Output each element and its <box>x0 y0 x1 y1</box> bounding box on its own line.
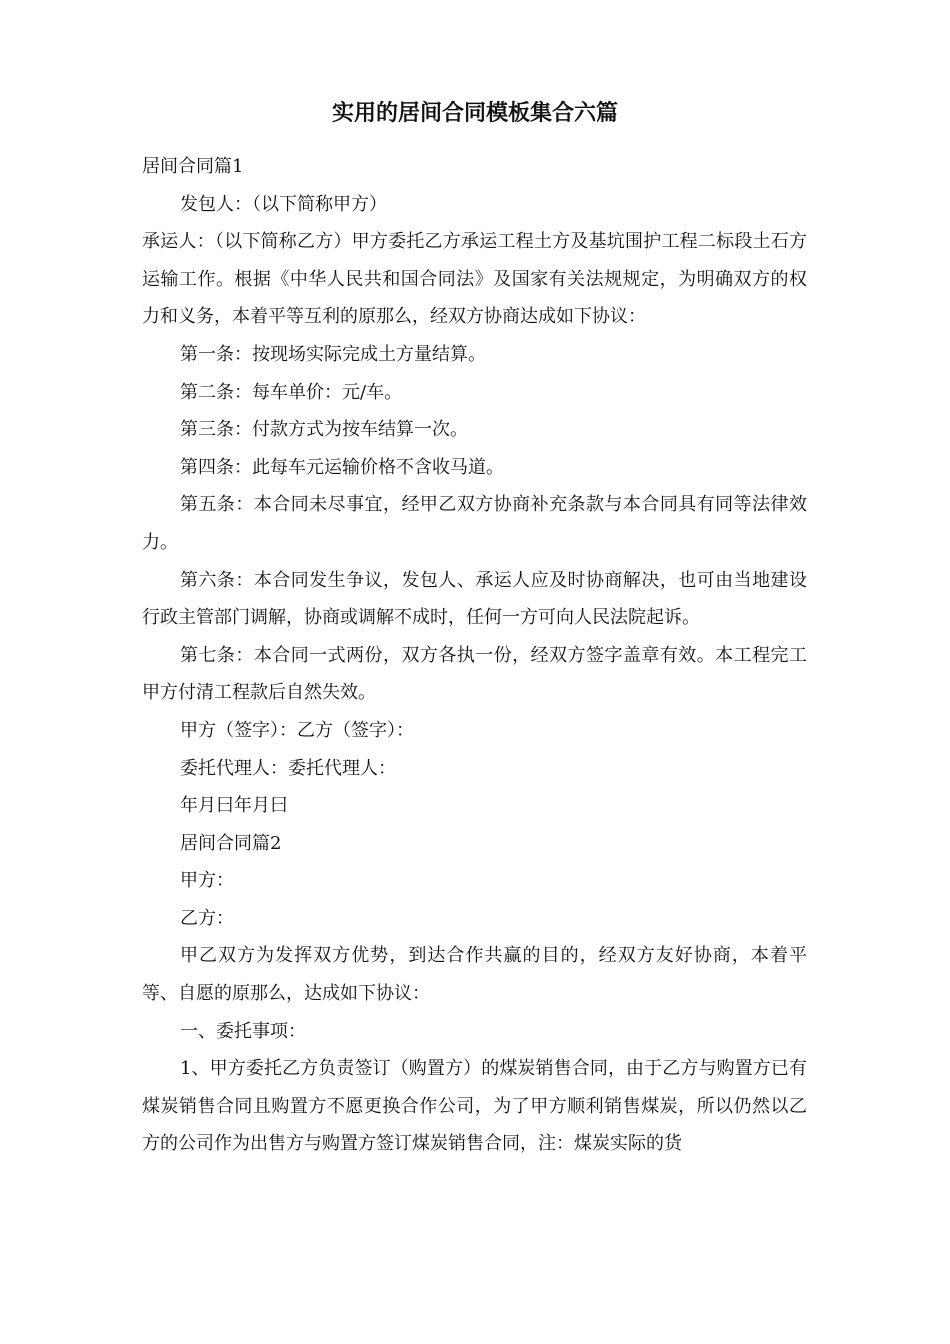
paragraph: 第二条：每车单价：元/车。 <box>180 381 403 403</box>
document-body <box>142 148 807 1163</box>
paragraph: 乙方： <box>180 907 234 929</box>
paragraph: 第六条：本合同发生争议，发包人、承运人应及时协商解决，也可由当地建设行政主管部门调解，协商或调解不成时，任何一方可向人民法院起诉。 <box>142 569 807 629</box>
paragraph: 第一条：按现场实际完成土方量结算。 <box>180 343 486 365</box>
paragraph: 第四条：此每车元运输价格不含收马道。 <box>180 456 504 478</box>
paragraph: 承运人：（以下简称乙方）甲方委托乙方承运工程土方及基坑围护工程二标段土石方运输工作。根据《中华人民共和国合同法》及国家有关法规规定，为明确双方的权力和义务，本着平等互利的原那么，经双方协商达成如下协议： <box>142 231 807 328</box>
paragraph: 居间合同篇1 <box>142 156 244 177</box>
paragraph: 第七条：本合同一式两份，双方各执一份，经双方签字盖章有效。本工程完工甲方付清工程款后自然失效。 <box>142 644 807 704</box>
paragraph: 一、委托事项： <box>180 1020 306 1042</box>
paragraph: 甲方（签字）：乙方（签字）： <box>180 719 414 741</box>
paragraph: 居间合同篇2 <box>180 832 282 854</box>
paragraph: 第五条：本合同未尽事宜，经甲乙双方协商补充条款与本合同具有同等法律效力。 <box>142 494 807 553</box>
paragraph: 甲乙双方为发挥双方优势，到达合作共赢的目的，经双方友好协商，本着平等、自愿的原那么，达成如下协议： <box>142 945 807 1005</box>
paragraph: 年月曰年月曰 <box>180 795 288 817</box>
paragraph: 第三条：付款方式为按车结算一次。 <box>180 419 468 441</box>
paragraph: 甲方： <box>180 870 234 892</box>
paragraph: 发包人：（以下简称甲方） <box>180 193 387 215</box>
document-title: 实用的居间合同模板集合六篇 <box>331 101 618 126</box>
paragraph: 委托代理人：委托代理人： <box>180 757 396 779</box>
paragraph: 1、甲方委托乙方负责签订（购置方）的煤炭销售合同，由于乙方与购置方已有煤炭销售合同且购置方不愿更换合作公司，为了甲方顺利销售煤炭，所以仍然以乙方的公司作为出售方与购置方签订煤炭销售合同，注：煤炭实际的货 <box>142 1058 807 1155</box>
